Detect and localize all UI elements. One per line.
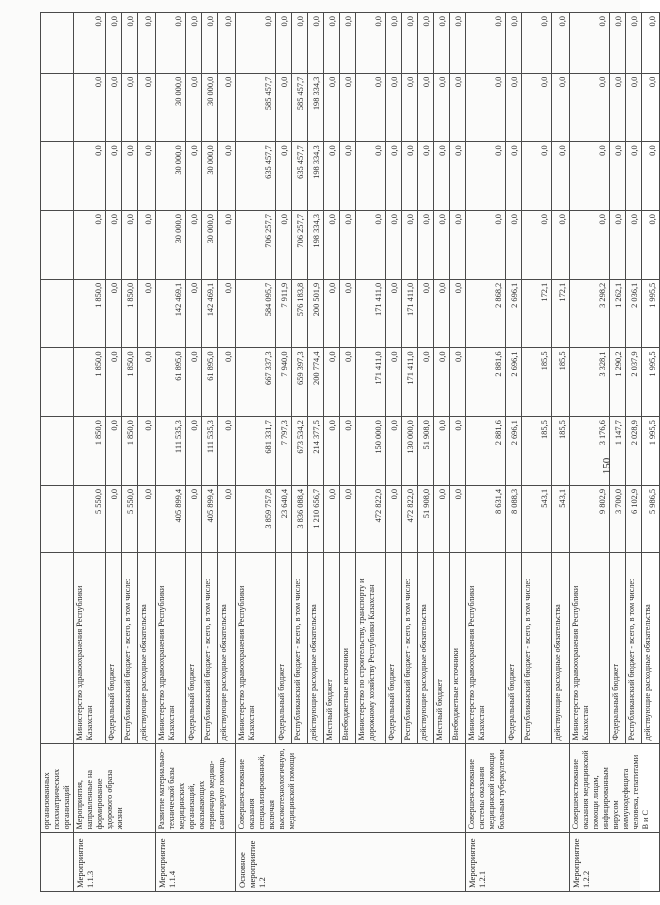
value-cell: 0,0 <box>218 13 236 74</box>
value-cell: 0,0 <box>138 485 156 552</box>
value-cell: 0,0 <box>610 13 626 74</box>
value-cell: 0,0 <box>138 348 156 417</box>
value-cell: 0,0 <box>418 348 434 417</box>
value-cell: 2 037,9 <box>626 348 642 417</box>
value-cell: 0,0 <box>626 73 642 142</box>
value-cell: 0,0 <box>570 142 610 211</box>
source-cell: Местный бюджет <box>324 552 340 744</box>
value-cell <box>41 211 74 280</box>
value-cell: 0,0 <box>186 211 202 280</box>
value-cell: 0,0 <box>218 417 236 486</box>
value-cell: 0,0 <box>552 73 570 142</box>
value-cell: 30 000,0 <box>202 142 218 211</box>
value-cell: 5 550,0 <box>122 485 138 552</box>
value-cell <box>41 417 74 486</box>
value-cell: 0,0 <box>434 13 450 74</box>
value-cell: 1 850,0 <box>74 348 106 417</box>
activity-code-cell: Основное мероприятие 1.2 <box>236 833 466 892</box>
value-cell: 681 331,7 <box>236 417 276 486</box>
value-cell: 0,0 <box>276 211 292 280</box>
value-cell: 0,0 <box>340 73 356 142</box>
value-cell: 200 774,4 <box>308 348 324 417</box>
value-cell: 61 895,0 <box>202 348 218 417</box>
value-cell: 2 036,1 <box>626 279 642 348</box>
value-cell: 0,0 <box>552 13 570 74</box>
value-cell: 635 457,7 <box>236 142 276 211</box>
value-cell: 0,0 <box>106 211 122 280</box>
value-cell: 0,0 <box>642 142 660 211</box>
value-cell: 0,0 <box>186 485 202 552</box>
value-cell: 0,0 <box>466 211 506 280</box>
value-cell: 1 210 656,7 <box>308 485 324 552</box>
value-cell: 0,0 <box>74 73 106 142</box>
value-cell: 585 457,7 <box>292 73 308 142</box>
value-cell <box>41 279 74 348</box>
value-cell: 0,0 <box>450 279 466 348</box>
value-cell: 0,0 <box>522 13 552 74</box>
value-cell: 1 850,0 <box>74 417 106 486</box>
source-cell: действующие расходные обязательства <box>552 552 570 744</box>
value-cell: 8 088,3 <box>506 485 522 552</box>
value-cell: 673 534,2 <box>292 417 308 486</box>
value-cell: 214 377,5 <box>308 417 324 486</box>
source-cell: Министерство здравоохранения Республики Казахстан <box>570 552 610 744</box>
value-cell: 0,0 <box>340 279 356 348</box>
value-cell: 0,0 <box>506 142 522 211</box>
value-cell: 142 469,1 <box>156 279 186 348</box>
value-cell: 0,0 <box>626 13 642 74</box>
value-cell: 111 535,3 <box>202 417 218 486</box>
value-cell: 405 899,4 <box>156 485 186 552</box>
source-cell: действующие расходные обязательства <box>642 552 660 744</box>
value-cell: 0,0 <box>570 73 610 142</box>
value-cell: 0,0 <box>434 73 450 142</box>
value-cell: 0,0 <box>506 211 522 280</box>
activity-name-cell: Развитие материально-технической базы медицинских организаций, оказывающих первичную медико-санитарную помощь <box>156 744 236 833</box>
value-cell: 0,0 <box>386 73 402 142</box>
value-cell: 1 850,0 <box>122 279 138 348</box>
value-cell: 0,0 <box>340 211 356 280</box>
table-row <box>41 13 74 892</box>
value-cell: 0,0 <box>138 13 156 74</box>
value-cell: 0,0 <box>276 73 292 142</box>
value-cell: 1 262,1 <box>610 279 626 348</box>
source-cell: Федеральный бюджет <box>506 552 522 744</box>
value-cell: 0,0 <box>522 142 552 211</box>
value-cell: 0,0 <box>106 73 122 142</box>
table-row <box>236 13 276 892</box>
value-cell: 0,0 <box>106 485 122 552</box>
value-cell: 0,0 <box>276 13 292 74</box>
value-cell: 0,0 <box>450 348 466 417</box>
value-cell: 0,0 <box>308 13 324 74</box>
value-cell: 0,0 <box>522 211 552 280</box>
value-cell: 0,0 <box>138 417 156 486</box>
budget-table <box>40 12 660 892</box>
source-cell: Федеральный бюджет <box>610 552 626 744</box>
value-cell: 6 102,9 <box>626 485 642 552</box>
value-cell: 51 908,0 <box>418 417 434 486</box>
table-row <box>466 13 506 892</box>
value-cell: 2 696,1 <box>506 348 522 417</box>
value-cell: 0,0 <box>186 279 202 348</box>
value-cell: 200 501,9 <box>308 279 324 348</box>
value-cell: 185,5 <box>522 417 552 486</box>
value-cell: 0,0 <box>218 279 236 348</box>
value-cell <box>41 73 74 142</box>
value-cell: 0,0 <box>642 211 660 280</box>
value-cell: 171 411,0 <box>356 279 386 348</box>
value-cell: 185,5 <box>552 348 570 417</box>
source-cell: Федеральный бюджет <box>386 552 402 744</box>
value-cell: 0,0 <box>450 142 466 211</box>
value-cell: 0,0 <box>450 417 466 486</box>
value-cell: 2 881,6 <box>466 417 506 486</box>
value-cell: 576 183,8 <box>292 279 308 348</box>
value-cell: 0,0 <box>402 142 418 211</box>
value-cell: 172,1 <box>522 279 552 348</box>
value-cell: 472 822,0 <box>356 485 386 552</box>
value-cell: 0,0 <box>434 279 450 348</box>
source-cell: Федеральный бюджет <box>106 552 122 744</box>
value-cell: 0,0 <box>202 13 218 74</box>
value-cell: 0,0 <box>218 211 236 280</box>
value-cell: 0,0 <box>276 142 292 211</box>
value-cell: 2 696,1 <box>506 417 522 486</box>
value-cell: 0,0 <box>450 73 466 142</box>
value-cell: 171 411,0 <box>356 348 386 417</box>
value-cell: 2 868,2 <box>466 279 506 348</box>
source-cell: действующие расходные обязательства <box>218 552 236 744</box>
value-cell: 7 911,9 <box>276 279 292 348</box>
value-cell: 61 895,0 <box>156 348 186 417</box>
page-number: 150 <box>601 457 613 475</box>
value-cell: 0,0 <box>340 348 356 417</box>
source-cell: действующие расходные обязательства <box>138 552 156 744</box>
value-cell: 1 995,5 <box>642 417 660 486</box>
value-cell: 0,0 <box>236 13 276 74</box>
value-cell: 1 995,5 <box>642 348 660 417</box>
activity-code-cell: Мероприятие 1.2.1 <box>466 833 570 892</box>
value-cell: 0,0 <box>506 73 522 142</box>
value-cell: 1 147,7 <box>610 417 626 486</box>
value-cell: 0,0 <box>434 417 450 486</box>
value-cell: 185,5 <box>522 348 552 417</box>
value-cell: 0,0 <box>138 142 156 211</box>
value-cell: 585 457,7 <box>236 73 276 142</box>
value-cell: 635 457,7 <box>292 142 308 211</box>
value-cell: 171 411,0 <box>402 279 418 348</box>
value-cell: 0,0 <box>106 13 122 74</box>
value-cell: 30 000,0 <box>156 142 186 211</box>
value-cell: 405 899,4 <box>202 485 218 552</box>
value-cell: 0,0 <box>186 142 202 211</box>
value-cell: 3 176,6 <box>570 417 610 486</box>
value-cell: 0,0 <box>122 142 138 211</box>
value-cell: 150 000,0 <box>356 417 386 486</box>
value-cell: 0,0 <box>122 211 138 280</box>
value-cell: 0,0 <box>292 13 308 74</box>
value-cell: 0,0 <box>340 13 356 74</box>
value-cell: 0,0 <box>324 485 340 552</box>
value-cell: 171 411,0 <box>402 348 418 417</box>
value-cell: 0,0 <box>218 73 236 142</box>
value-cell: 0,0 <box>386 13 402 74</box>
value-cell: 198 334,3 <box>308 211 324 280</box>
source-cell: Республиканский бюджет - всего, в том числе: <box>122 552 138 744</box>
value-cell: 2 881,6 <box>466 348 506 417</box>
value-cell: 3 836 088,4 <box>292 485 308 552</box>
value-cell: 0,0 <box>138 73 156 142</box>
value-cell: 0,0 <box>386 279 402 348</box>
value-cell: 0,0 <box>324 211 340 280</box>
source-cell: Министерство здравоохранения Республики Казахстан <box>236 552 276 744</box>
value-cell: 185,5 <box>552 417 570 486</box>
value-cell: 0,0 <box>74 211 106 280</box>
value-cell: 0,0 <box>466 13 506 74</box>
activity-name-cell: Совершенствование системы оказания медицинской помощи больным туберкулезом <box>466 744 570 833</box>
value-cell: 0,0 <box>570 211 610 280</box>
value-cell <box>41 142 74 211</box>
value-cell: 198 334,3 <box>308 73 324 142</box>
value-cell: 0,0 <box>402 13 418 74</box>
value-cell: 0,0 <box>356 211 386 280</box>
value-cell: 0,0 <box>626 211 642 280</box>
value-cell: 0,0 <box>418 142 434 211</box>
value-cell: 0,0 <box>324 279 340 348</box>
rotated-content <box>40 12 657 892</box>
value-cell: 706 257,7 <box>292 211 308 280</box>
value-cell: 0,0 <box>218 485 236 552</box>
activity-code-cell: Мероприятие 1.2.2 <box>570 833 660 892</box>
value-cell: 0,0 <box>434 348 450 417</box>
value-cell: 0,0 <box>324 73 340 142</box>
value-cell: 142 469,1 <box>202 279 218 348</box>
value-cell: 198 334,3 <box>308 142 324 211</box>
source-cell: Республиканский бюджет - всего, в том числе: <box>522 552 552 744</box>
value-cell: 0,0 <box>106 417 122 486</box>
value-cell: 0,0 <box>356 142 386 211</box>
activity-code-cell: Мероприятие 1.1.3 <box>74 833 156 892</box>
value-cell: 1 850,0 <box>122 417 138 486</box>
activity-code-cell <box>41 833 74 892</box>
value-cell: 2 696,1 <box>506 279 522 348</box>
value-cell: 0,0 <box>106 348 122 417</box>
value-cell: 0,0 <box>610 142 626 211</box>
activity-code-cell: Мероприятие 1.1.4 <box>156 833 236 892</box>
value-cell: 0,0 <box>570 13 610 74</box>
value-cell: 0,0 <box>386 211 402 280</box>
value-cell: 0,0 <box>356 13 386 74</box>
activity-name-cell: организованных психиатрических организаций <box>41 744 74 833</box>
value-cell: 0,0 <box>418 73 434 142</box>
value-cell: 0,0 <box>402 73 418 142</box>
value-cell: 3 298,2 <box>570 279 610 348</box>
source-cell: Внебюджетные источники <box>340 552 356 744</box>
value-cell: 0,0 <box>186 417 202 486</box>
source-cell: Федеральный бюджет <box>276 552 292 744</box>
value-cell: 3 700,0 <box>610 485 626 552</box>
value-cell: 30 000,0 <box>156 73 186 142</box>
source-cell: Республиканский бюджет - всего, в том числе: <box>402 552 418 744</box>
source-cell: действующие расходные обязательства <box>308 552 324 744</box>
activity-name-cell: Совершенствование оказания медицинской помощи лицам, инфицированным вирусом иммунодефицита человека, гепатитами B и C <box>570 744 660 833</box>
value-cell: 0,0 <box>450 211 466 280</box>
value-cell: 0,0 <box>122 73 138 142</box>
value-cell: 8 631,4 <box>466 485 506 552</box>
value-cell: 0,0 <box>186 73 202 142</box>
table-row <box>156 13 186 892</box>
value-cell: 172,1 <box>552 279 570 348</box>
value-cell: 1 850,0 <box>122 348 138 417</box>
value-cell: 0,0 <box>466 142 506 211</box>
value-cell: 0,0 <box>340 417 356 486</box>
value-cell: 706 257,7 <box>236 211 276 280</box>
source-cell <box>41 552 74 744</box>
value-cell: 1 290,2 <box>610 348 626 417</box>
value-cell: 0,0 <box>402 211 418 280</box>
value-cell: 1 850,0 <box>74 279 106 348</box>
value-cell: 0,0 <box>552 211 570 280</box>
value-cell: 0,0 <box>386 348 402 417</box>
value-cell: 3 859 757,8 <box>236 485 276 552</box>
value-cell: 0,0 <box>156 13 186 74</box>
value-cell: 111 535,3 <box>156 417 186 486</box>
value-cell <box>41 13 74 74</box>
value-cell: 0,0 <box>340 485 356 552</box>
value-cell: 0,0 <box>106 279 122 348</box>
value-cell: 0,0 <box>186 348 202 417</box>
value-cell: 584 095,7 <box>236 279 276 348</box>
value-cell <box>41 485 74 552</box>
value-cell: 0,0 <box>610 211 626 280</box>
source-cell: действующие расходные обязательства <box>418 552 434 744</box>
source-cell: Министерство по строительству, транспорту и дорожному хозяйству Республики Казахстан <box>356 552 386 744</box>
value-cell: 543,1 <box>522 485 552 552</box>
value-cell: 0,0 <box>324 417 340 486</box>
value-cell: 0,0 <box>386 485 402 552</box>
value-cell: 0,0 <box>626 142 642 211</box>
value-cell: 0,0 <box>74 142 106 211</box>
value-cell: 5 986,5 <box>642 485 660 552</box>
value-cell: 30 000,0 <box>202 211 218 280</box>
value-cell: 0,0 <box>434 142 450 211</box>
value-cell: 0,0 <box>642 73 660 142</box>
source-cell: Министерство здравоохранения Республики Казахстан <box>466 552 506 744</box>
value-cell: 3 328,1 <box>570 348 610 417</box>
budget-table-body <box>41 13 660 892</box>
value-cell: 0,0 <box>340 142 356 211</box>
value-cell: 0,0 <box>386 142 402 211</box>
source-cell: Республиканский бюджет - всего, в том числе: <box>202 552 218 744</box>
source-cell: Местный бюджет <box>434 552 450 744</box>
value-cell: 659 397,3 <box>292 348 308 417</box>
value-cell: 7 940,0 <box>276 348 292 417</box>
value-cell: 7 797,3 <box>276 417 292 486</box>
value-cell: 0,0 <box>450 13 466 74</box>
value-cell: 472 822,0 <box>402 485 418 552</box>
value-cell: 0,0 <box>218 348 236 417</box>
value-cell: 0,0 <box>610 73 626 142</box>
value-cell: 0,0 <box>386 417 402 486</box>
value-cell: 0,0 <box>434 211 450 280</box>
value-cell <box>41 348 74 417</box>
value-cell: 0,0 <box>138 279 156 348</box>
value-cell: 0,0 <box>324 348 340 417</box>
source-cell: Республиканский бюджет - всего, в том числе: <box>292 552 308 744</box>
value-cell: 0,0 <box>186 13 202 74</box>
value-cell: 9 802,9 <box>570 485 610 552</box>
table-row <box>74 13 106 892</box>
value-cell: 0,0 <box>138 211 156 280</box>
source-cell: Федеральный бюджет <box>186 552 202 744</box>
value-cell: 0,0 <box>450 485 466 552</box>
value-cell: 0,0 <box>522 73 552 142</box>
value-cell: 0,0 <box>324 142 340 211</box>
value-cell: 130 000,0 <box>402 417 418 486</box>
value-cell: 30 000,0 <box>156 211 186 280</box>
value-cell: 5 550,0 <box>74 485 106 552</box>
value-cell: 0,0 <box>434 485 450 552</box>
value-cell: 543,1 <box>552 485 570 552</box>
value-cell: 0,0 <box>552 142 570 211</box>
value-cell: 0,0 <box>74 13 106 74</box>
value-cell: 0,0 <box>356 73 386 142</box>
value-cell: 0,0 <box>642 13 660 74</box>
value-cell: 0,0 <box>418 211 434 280</box>
value-cell: 0,0 <box>466 73 506 142</box>
value-cell: 2 028,9 <box>626 417 642 486</box>
value-cell: 0,0 <box>106 142 122 211</box>
value-cell: 30 000,0 <box>202 73 218 142</box>
value-cell: 0,0 <box>218 142 236 211</box>
source-cell: Министерство здравоохранения Республики Казахстан <box>74 552 106 744</box>
value-cell: 0,0 <box>418 279 434 348</box>
value-cell: 1 995,5 <box>642 279 660 348</box>
source-cell: Внебюджетные источники <box>450 552 466 744</box>
source-cell: Министерство здравоохранения Республики Казахстан <box>156 552 186 744</box>
activity-name-cell: Мероприятия, направленные на формирование здорового образа жизни <box>74 744 156 833</box>
value-cell: 0,0 <box>122 13 138 74</box>
value-cell: 667 337,3 <box>236 348 276 417</box>
activity-name-cell: Совершенствование оказания специализированной, включая высокотехнологичную, медицинской помощи <box>236 744 466 833</box>
value-cell: 51 908,0 <box>418 485 434 552</box>
value-cell: 23 640,4 <box>276 485 292 552</box>
value-cell: 0,0 <box>506 13 522 74</box>
value-cell: 0,0 <box>418 13 434 74</box>
source-cell: Республиканский бюджет - всего, в том числе: <box>626 552 642 744</box>
value-cell: 0,0 <box>324 13 340 74</box>
